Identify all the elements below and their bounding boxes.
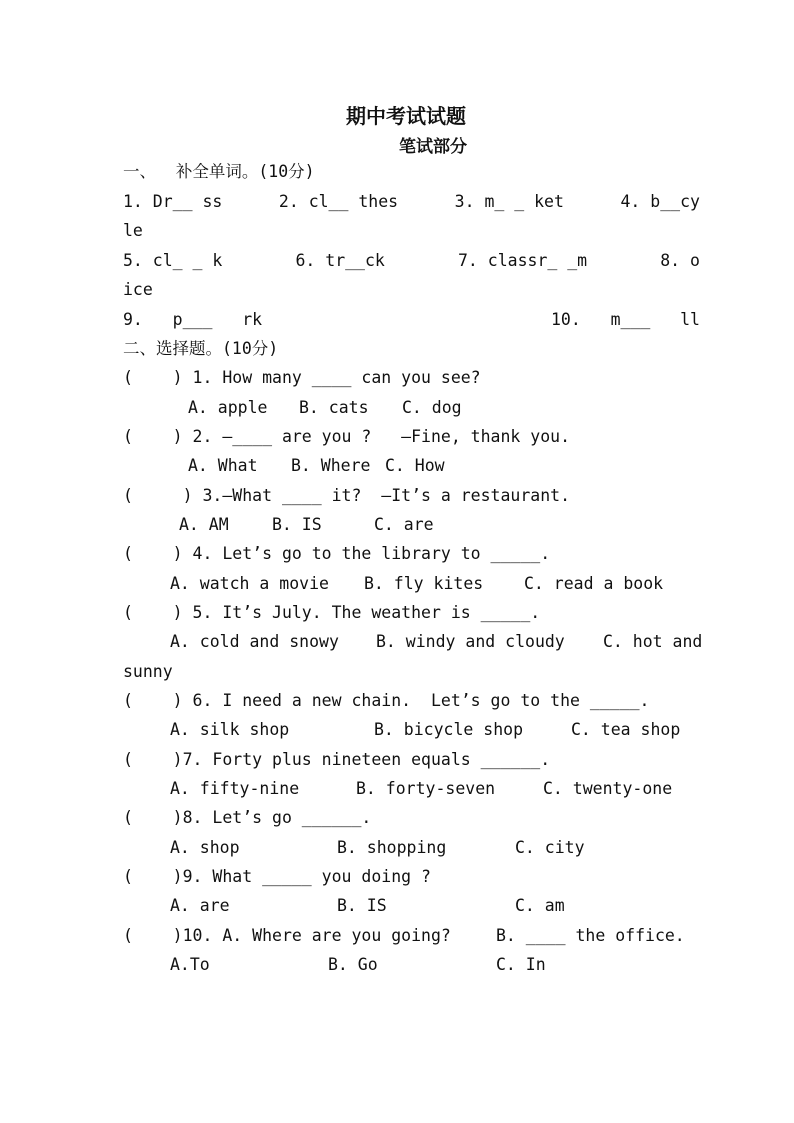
word-item: 1. Dr__ ss	[123, 192, 223, 211]
section1-row2	[123, 251, 700, 271]
option: A. apple	[188, 398, 268, 417]
option: C. read a book	[524, 574, 664, 593]
option: C. twenty-one	[543, 779, 673, 798]
option: A.To	[170, 955, 210, 974]
option: C. How	[385, 456, 445, 475]
word-item: 3. m_ _ ket	[454, 192, 564, 211]
word-item: 8. o	[660, 251, 700, 270]
option: B. windy and cloudy	[376, 632, 565, 651]
word-item: 7. classr_ _m	[457, 251, 588, 270]
page-title: 期中考试试题	[346, 104, 466, 128]
section1-row2-wrap: ice	[123, 280, 153, 299]
question-7: ( )7. Forty plus nineteen equals ______.	[123, 750, 551, 769]
option: A. fifty-nine	[170, 779, 300, 798]
section1-heading: 一、 补全单词。(10分)	[123, 162, 315, 181]
option: C. are	[374, 515, 434, 534]
word-item: 6. tr__ck	[295, 251, 385, 270]
option: A. are	[170, 896, 230, 915]
option: B. bicycle shop	[374, 720, 524, 739]
option: B. forty-seven	[356, 779, 496, 798]
option: C. dog	[402, 398, 462, 417]
option: B. IS	[272, 515, 322, 534]
word-item: 9. p___ rk	[123, 310, 263, 329]
option: A. watch a movie	[170, 574, 329, 593]
option: B. shopping	[337, 838, 447, 857]
question-2: ( ) 2. —____ are you ? —Fine, thank you.	[123, 427, 571, 446]
section1-row3	[123, 310, 700, 330]
option: A. AM	[179, 515, 229, 534]
section2-heading: 二、选择题。(10分)	[123, 339, 279, 358]
question-1: ( ) 1. How many ____ can you see?	[123, 368, 481, 387]
question-6: ( ) 6. I need a new chain. Let’s go to the _____.	[123, 691, 650, 710]
option: A. silk shop	[170, 720, 290, 739]
question-8: ( )8. Let’s go ______.	[123, 808, 372, 827]
option: C. tea shop	[571, 720, 681, 739]
word-item: 2. cl__ thes	[278, 192, 399, 211]
question-5: ( ) 5. It’s July. The weather is _____.	[123, 603, 541, 622]
option: B. IS	[337, 896, 387, 915]
option: C. hot and	[603, 632, 703, 651]
section1-row1	[123, 192, 700, 212]
option: C. am	[515, 896, 565, 915]
question-5-wrap: sunny	[123, 662, 173, 681]
option: B. cats	[299, 398, 369, 417]
word-item: 5. cl_ _ k	[123, 251, 223, 270]
word-item: 4. b__cy	[620, 192, 700, 211]
question-4: ( ) 4. Let’s go to the library to _____.	[123, 544, 551, 563]
question-9: ( )9. What _____ you doing ?	[123, 867, 431, 886]
option: B. Go	[328, 955, 378, 974]
page-subtitle	[0, 132, 794, 157]
word-item: 10. m___ ll	[550, 310, 700, 329]
option: A. shop	[170, 838, 240, 857]
option: B. Where	[291, 456, 371, 475]
option: B. fly kites	[364, 574, 484, 593]
option: A. cold and snowy	[170, 632, 339, 651]
option: C. city	[515, 838, 585, 857]
option: A. What	[188, 456, 258, 475]
question-3: ( ) 3.—What ____ it? —It’s a restaurant.	[123, 486, 571, 505]
option: C. In	[496, 955, 546, 974]
subtitle-text: 笔试部分	[399, 137, 467, 157]
section1-row1-wrap: le	[123, 221, 143, 240]
question-10: ( )10. A. Where are you going?	[123, 926, 451, 945]
question-10-b: B. ____ the office.	[496, 926, 685, 945]
